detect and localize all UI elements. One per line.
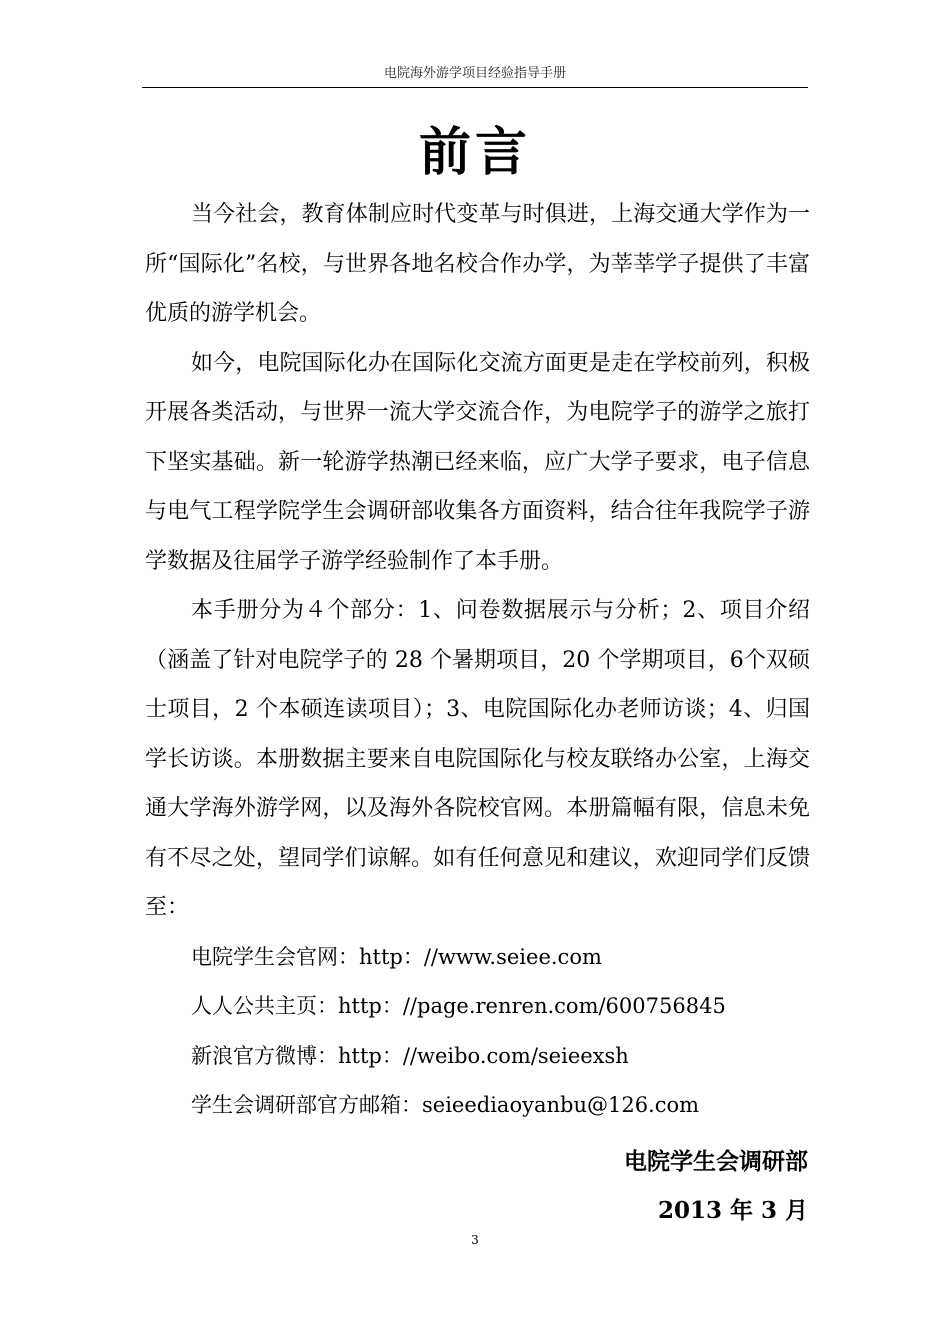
running-header: 电院海外游学项目经验指导手册: [383, 66, 566, 81]
paragraph-intro: 当今社会，教育体制应时代变革与时俱进，上海交通大学作为一所“国际化”名校，与世界各地名校合作办学，为莘莘学子提供了丰富优质的游学机会。: [145, 202, 810, 326]
contact-website: 电院学生会官网：http：//www.seiee.com: [191, 944, 602, 969]
signature-date: 2013 年 3 月: [657, 1197, 808, 1224]
header-rule: [142, 87, 808, 88]
paragraph-contents: 本手册分为４个部分：1、问卷数据展示与分析；2、项目介绍（涵盖了针对电院学子的 28 个暑期项目，20 个学期项目，6个双硕士项目，2 个本硕连读项目）；3、电院国际化办老师访谈；4、归国学长访谈。本册数据主要来自电院国际化与校友联络办公室，上海交通大学海外游学网，以及海外各院校官网。本册篇幅有限，信息未免有不尽之处，望同学们谅解。如有任何意见和建议，欢迎同学们反馈至：: [145, 598, 810, 920]
contact-email: 学生会调研部官方邮箱：seieediaoyanbu@126.com: [191, 1093, 700, 1117]
contact-weibo: 新浪官方微博：http：//weibo.com/seieexsh: [191, 1043, 629, 1068]
paragraph-background: 如今，电院国际化办在国际化交流方面更是走在学校前列，积极开展各类活动，与世界一流大学交流合作，为电院学子的游学之旅打下坚实基础。新一轮游学热潮已经来临，应广大学子要求，电子信息与电气工程学院学生会调研部收集各方面资料，结合往年我院学子游学数据及往届学子游学经验制作了本手册。: [145, 350, 810, 574]
page-number: 3: [471, 1233, 479, 1247]
signature-organization: 电院学生会调研部: [624, 1149, 808, 1175]
body-text: [145, 190, 810, 1131]
page-title: 前言: [418, 123, 531, 183]
contact-renren: 人人公共主页：http：//page.renren.com/600756845: [191, 994, 726, 1018]
